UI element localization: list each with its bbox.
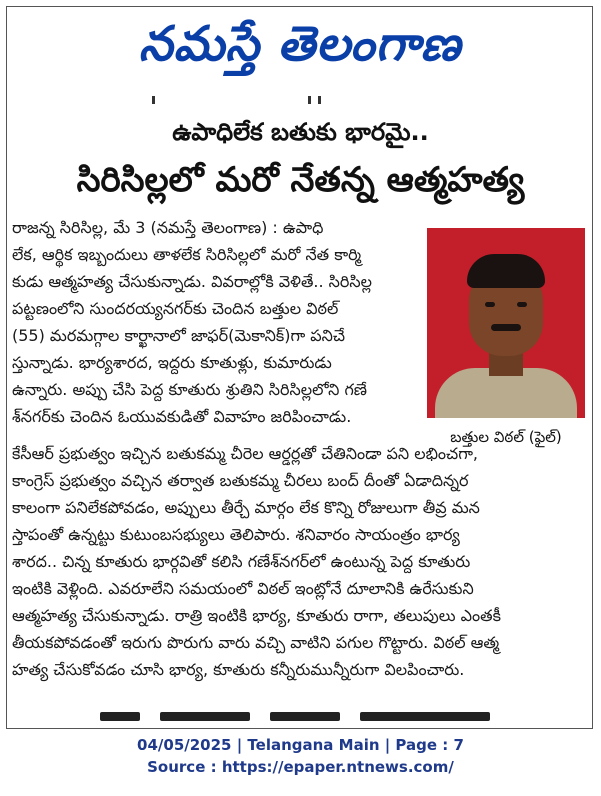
- body-line: హత్య చేసుకోవడం చూసి భార్య, కూతురు కన్నీరుమున్నీరుగా విలపించారు.: [12, 660, 465, 679]
- cut-fragment-top: [12, 94, 588, 108]
- body-line: రాజన్న సిరిసిల్ల, మే 3 (నమస్తే తెలంగాణ) : ఉపాధి: [12, 218, 324, 237]
- newspaper-masthead: నమస్తే తెలంగాణ: [138, 16, 462, 72]
- photo-caption: బత్తుల విఠల్ (ఫైల్): [450, 428, 562, 446]
- body-line: లేక, ఆర్థిక ఇబ్బందులు తాళలేక సిరిసిల్లలో మరో నేత కార్మి: [12, 245, 362, 264]
- article-headline: సిరిసిల్లలో మరో నేతన్న ఆత్మహత్య: [76, 160, 525, 200]
- body-line: కాంగ్రెస్ ప్రభుత్వం వచ్చిన తర్వాత బతుకమ్మ చీరలు బంద్ దీంతో ఏడాదిన్నర: [12, 471, 469, 490]
- body-line: పట్టణంలోని సుందరయ్యనగర్‌కు చెందిన బత్తుల విఠల్: [12, 299, 339, 318]
- footer-source-line: Source : https://epaper.ntnews.com/: [147, 758, 454, 776]
- portrait-photo: [427, 228, 585, 418]
- body-line: ఇంటికి వెళ్లింది. ఎవరూలేని సమయంలో విఠల్ ఇంట్లోనే దూలానికి ఉరేసుకుని: [12, 579, 474, 598]
- body-line: స్తాపంతో ఉన్నట్టు కుటుంబసభ్యులు తెలిపారు. శనివారం సాయంత్రం భార్య: [12, 525, 460, 544]
- body-line: (55) మరమగ్గాల కార్ఖానాలో జాఫర్(మెకానిక్)గా పనిచే: [12, 326, 346, 345]
- footer-date-line: 04/05/2025 | Telangana Main | Page : 7: [137, 736, 464, 754]
- body-line: ఆత్మహత్య చేసుకున్నాడు. రాత్రి ఇంటికి భార్య, కూతురు రాగా, తలుపులు ఎంతకీ: [12, 606, 501, 625]
- body-line: శ్‌నగర్‌కు చెందిన ఓయువకుడితో వివాహం జరిపించాడు.: [12, 407, 352, 426]
- cut-fragment-bottom: [100, 706, 500, 724]
- article-body-col1: [12, 214, 420, 430]
- body-line: కాలంగా పనిలేకపోవడం, అప్పులు తీర్చే మార్గం లేక కొన్ని రోజులుగా తీవ్ర మన: [12, 498, 480, 517]
- page-footer: [0, 734, 601, 778]
- body-line: కేసీఆర్ ప్రభుత్వం ఇచ్చిన బతుకమ్మ చీరెల ఆర్డర్లతో చేతినిండా పని లభించగా,: [12, 444, 479, 463]
- body-line: తీయకపోవడంతో ఇరుగు పొరుగు వారు వచ్చి వాటిని పగుల గొట్టారు. విఠల్ ఆత్మ: [12, 633, 500, 652]
- body-line: కుడు ఆత్మహత్య చేసుకున్నాడు. వివరాల్లోకి వెళితే.. సిరిసిల్ల: [12, 272, 372, 291]
- body-line: ఉన్నారు. అప్పు చేసి పెద్ద కూతురు శ్రుతిని సిరిసిల్లలోని గణే: [12, 380, 368, 399]
- article-body-col2: [12, 440, 588, 683]
- article-kicker: ఉపాధిలేక బతుకు భారమై..: [172, 118, 429, 146]
- body-line: స్తున్నాడు. భార్యశారద, ఇద్దరు కూతుళ్లు, కుమారుడు: [12, 353, 332, 372]
- body-line: శారద.. చిన్న కూతురు భార్గవితో కలిసి గణేశ్‌నగర్‌లో ఉంటున్న పెద్ద కూతురు: [12, 552, 471, 571]
